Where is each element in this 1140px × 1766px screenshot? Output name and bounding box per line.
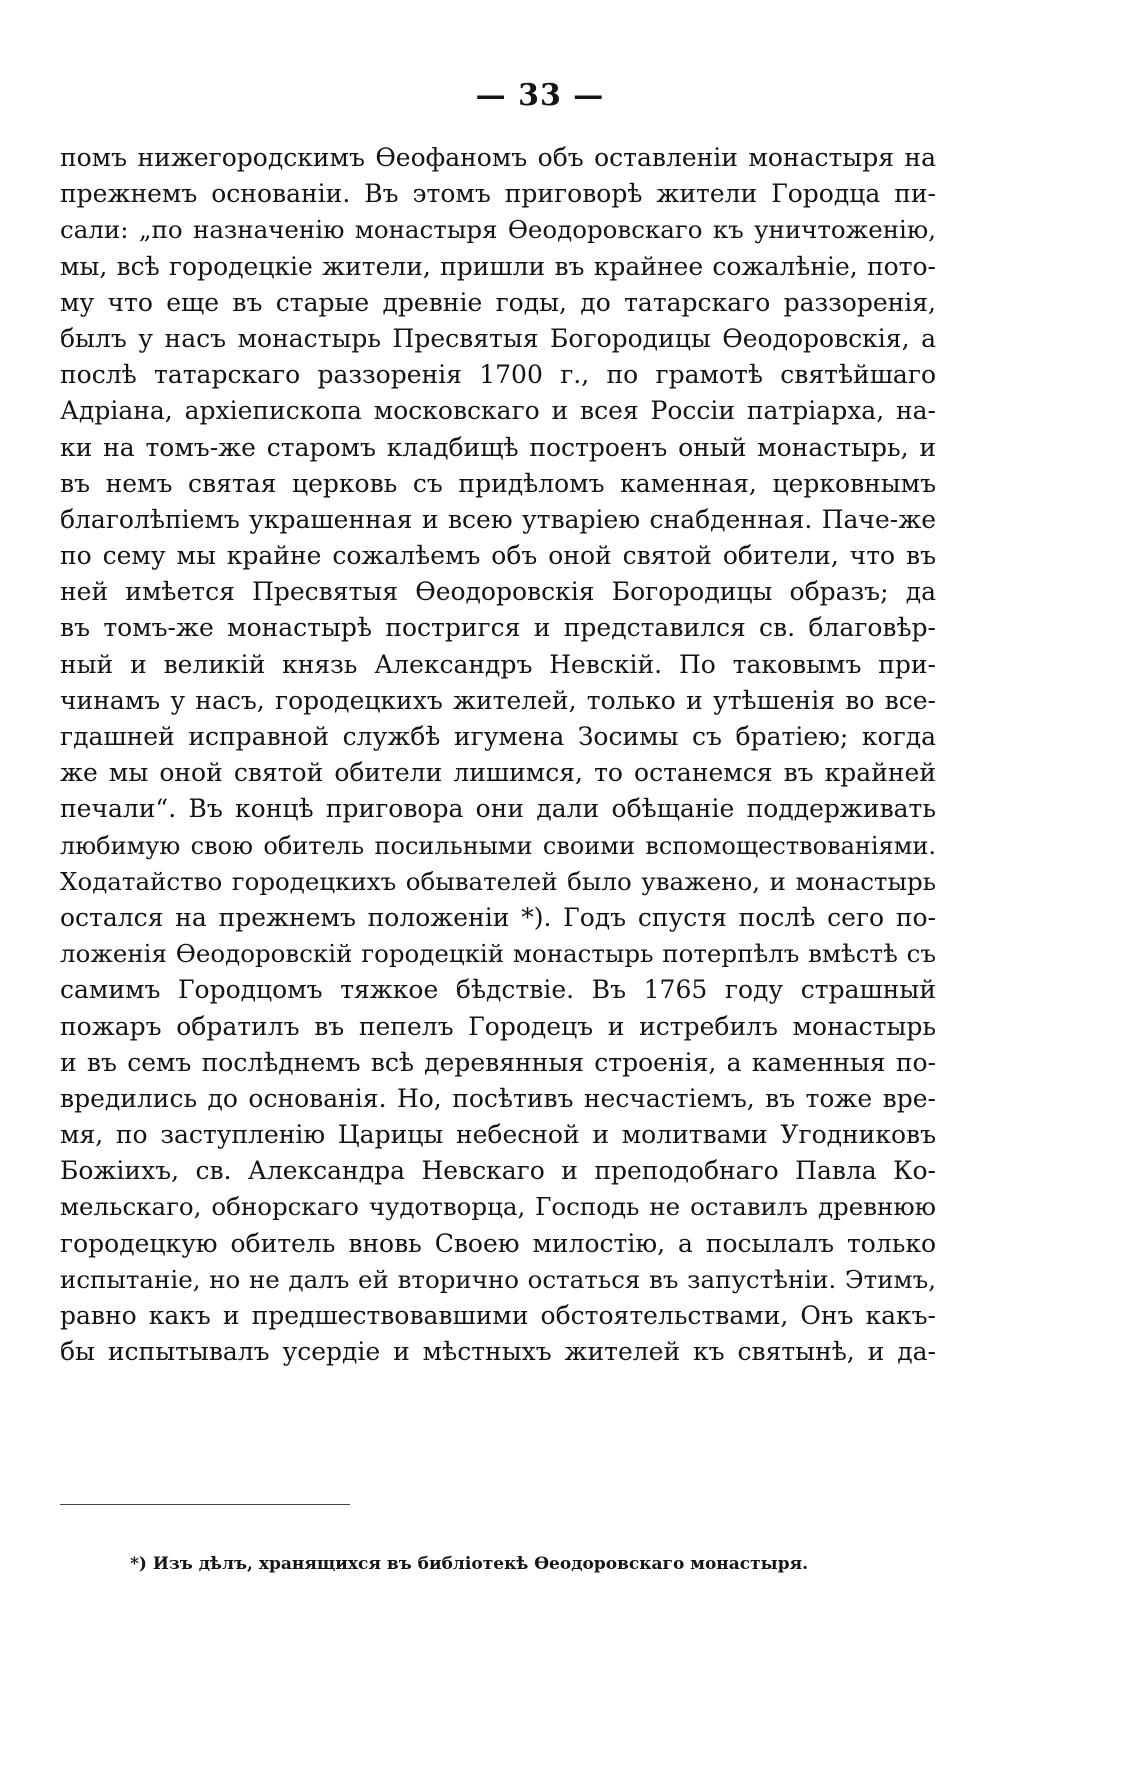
text-line: послѣ татарскаго раззоренія 1700 г., по грамотѣ святѣйшаго	[60, 360, 936, 390]
footnote-divider	[60, 1504, 350, 1505]
text-line: же мы оной святой обители лишимся, то останемся въ крайней	[60, 758, 936, 788]
text-line: любимую свою обитель посильными своими вспомоществованіями.	[60, 831, 936, 860]
footnote: *) Изъ дѣлъ, хранящихся въ библіотекѣ Ѳеодоровскаго монастыря.	[130, 1554, 809, 1574]
text-line: му что еще въ старые древніе годы, до татарскаго раззоренія,	[60, 287, 936, 317]
text-line: мельскаго, обнорскаго чудотворца, Господь не оставилъ древнюю	[60, 1192, 936, 1222]
text-line: ней имѣется Пресвятыя Ѳеодоровскія Богородицы образъ; да	[60, 577, 936, 607]
text-line: бы испытывалъ усердіе и мѣстныхъ жителей къ святынѣ, и да-	[60, 1337, 936, 1367]
text-line: самимъ Городцомъ тяжкое бѣдствіе. Въ 1765 году страшный	[60, 975, 936, 1005]
text-line: помъ нижегородскимъ Ѳеофаномъ объ оставленіи монастыря на	[60, 143, 936, 172]
text-line: мы, всѣ городецкіе жители, пришли въ крайнее сожалѣніе, пото-	[60, 251, 936, 281]
text-line: въ томъ-же монастырѣ постригся и представился св. благовѣр-	[60, 613, 936, 643]
text-line: чинамъ у насъ, городецкихъ жителей, только и утѣшенія во все-	[60, 685, 936, 715]
text-line: и въ семъ послѣднемъ всѣ деревянныя строенія, а каменныя по-	[60, 1047, 936, 1077]
text-line: благолѣпіемъ украшенная и всею утваріею снабденная. Паче-же	[60, 504, 936, 534]
text-line: по сему мы крайне сожалѣемъ объ оной святой обители, что въ	[60, 541, 936, 571]
text-line: вредились до основанія. Но, посѣтивъ несчастіемъ, въ тоже вре-	[60, 1083, 936, 1113]
text-line: гдашней исправной службѣ игумена Зосимы съ братіею; когда	[60, 722, 936, 751]
text-line: былъ у насъ монастырь Пресвятыя Богородицы Ѳеодоровскія, а	[60, 323, 936, 353]
text-line: мя, по заступленію Царицы небесной и молитвами Угодниковъ	[60, 1120, 936, 1150]
text-line: испытаніе, но не далъ ей вторично остаться въ запустѣніи. Этимъ,	[60, 1264, 936, 1294]
text-line: равно какъ и предшествовавшими обстоятельствами, Онъ какъ-	[60, 1301, 936, 1330]
text-line: въ немъ святая церковь съ придѣломъ каменная, церковнымъ	[60, 468, 936, 498]
page-number: — 33 —	[475, 78, 605, 113]
text-line: печали“. Въ концѣ приговора они дали обѣщаніе поддерживать	[60, 794, 936, 824]
text-line: городецкую обитель вновь Своею милостію, а посылалъ только	[60, 1228, 936, 1258]
text-line: пожаръ обратилъ въ пепелъ Городецъ и истребилъ монастырь	[60, 1011, 936, 1041]
text-line: Адріана, архіепископа московскаго и всея Россіи патріарха, на-	[60, 396, 936, 426]
text-line: Ходатайство городецкихъ обывателей было уважено, и монастырь	[60, 866, 936, 896]
text-line: ный и великій князь Александръ Невскій. По таковымъ при-	[60, 649, 936, 679]
text-line: прежнемъ основаніи. Въ этомъ приговорѣ жители Городца пи-	[60, 179, 936, 209]
text-line: Божіихъ, св. Александра Невскаго и преподобнаго Павла Ко-	[60, 1156, 936, 1186]
text-line: ки на томъ-же старомъ кладбищѣ построенъ оный монастырь, и	[60, 432, 936, 462]
text-line: остался на прежнемъ положеніи *). Годъ спустя послѣ сего по-	[60, 902, 936, 932]
text-line: сали: „по назначенію монастыря Ѳеодоровскаго къ уничтоженію,	[60, 215, 936, 245]
text-line: ложенія Ѳеодоровскій городецкій монастырь потерпѣлъ вмѣстѣ съ	[60, 939, 936, 969]
body-text	[60, 140, 936, 1370]
